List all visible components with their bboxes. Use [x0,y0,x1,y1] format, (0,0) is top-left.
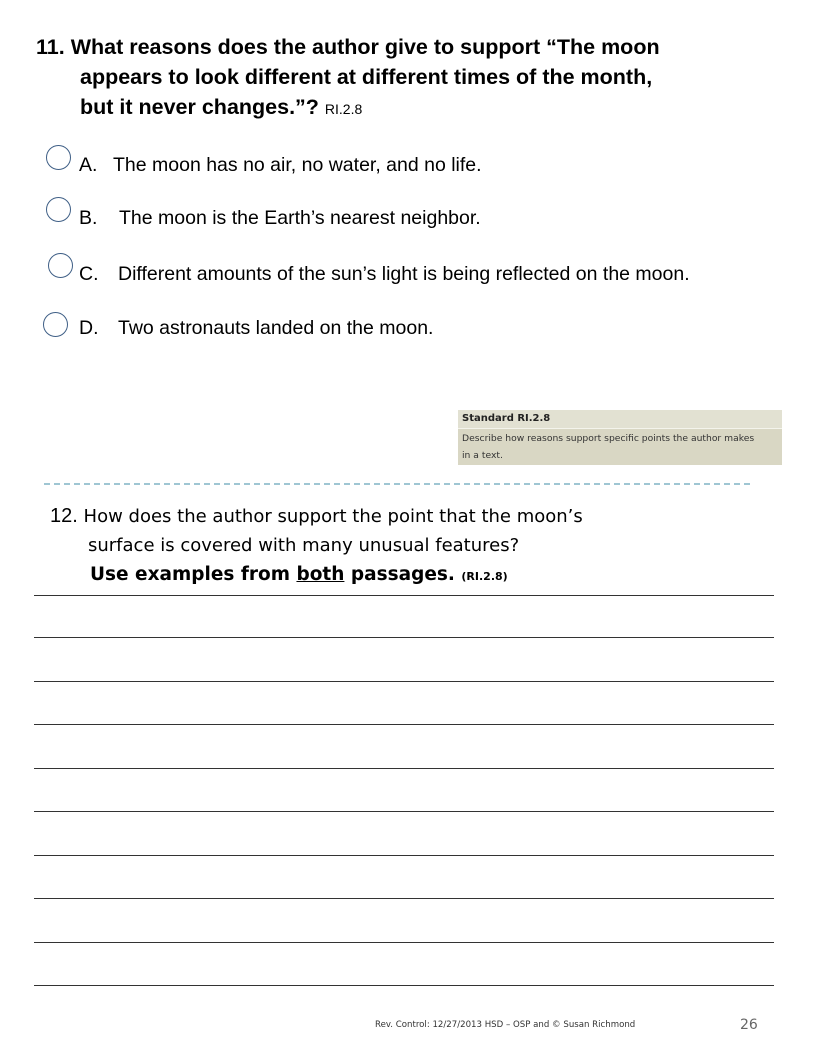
standard-description [458,429,782,465]
question-text-line-1: What reasons does the author give to support “The moon [70,35,660,59]
option-letter: B. [79,207,98,229]
answer-line[interactable] [34,637,774,638]
answer-line[interactable] [34,681,774,682]
answer-option-c[interactable] [0,252,800,292]
standard-info-box [458,410,782,465]
option-letter: D. [79,317,99,339]
standard-ref: (RI.2.8) [461,570,508,583]
answer-line[interactable] [34,985,774,986]
question-text-line-2: surface is covered with many unusual features? [88,535,520,556]
option-letter: A. [79,154,98,176]
instruction-text-end: passages. [344,564,455,585]
answer-line[interactable] [34,898,774,899]
option-text: Different amounts of the sun’s light is being reflected on the moon. [118,263,690,285]
question-11-prompt [36,32,796,124]
radio-circle-icon[interactable] [43,312,68,337]
answer-option-d[interactable] [0,310,800,350]
section-divider [44,483,750,485]
option-text: The moon is the Earth’s nearest neighbor. [119,207,481,229]
radio-circle-icon[interactable] [46,197,71,222]
answer-line[interactable] [34,855,774,856]
question-text-line-3: but it never changes.”? [80,95,319,119]
emphasis-both: both [296,564,345,585]
answer-option-b[interactable] [0,195,800,235]
radio-circle-icon[interactable] [48,253,73,278]
page-number: 26 [740,1017,758,1033]
standard-title: Standard RI.2.8 [458,410,782,429]
option-letter: C. [79,263,99,285]
question-number: 12. [50,505,78,527]
standard-description-line-2: in a text. [462,450,503,461]
instruction-text: Use examples from [90,564,297,585]
answer-line[interactable] [34,942,774,943]
answer-line[interactable] [34,768,774,769]
question-text-line-1: How does the author support the point that the moon’s [83,506,583,527]
answer-line[interactable] [34,595,774,596]
question-text-line-2: appears to look different at different times of the month, [80,65,653,89]
option-text: Two astronauts landed on the moon. [118,317,434,339]
question-number: 11. [36,35,65,59]
answer-line[interactable] [34,811,774,812]
question-12-prompt [50,502,790,591]
rev-control-footer: Rev. Control: 12/27/2013 HSD – OSP and © Susan Richmond [375,1020,636,1030]
radio-circle-icon[interactable] [46,145,71,170]
answer-option-a[interactable] [0,143,800,183]
standard-ref: RI.2.8 [324,101,363,117]
standard-description-line-1: Describe how reasons support specific points the author makes [462,433,755,444]
answer-line[interactable] [34,724,774,725]
option-text: The moon has no air, no water, and no life. [113,154,482,176]
